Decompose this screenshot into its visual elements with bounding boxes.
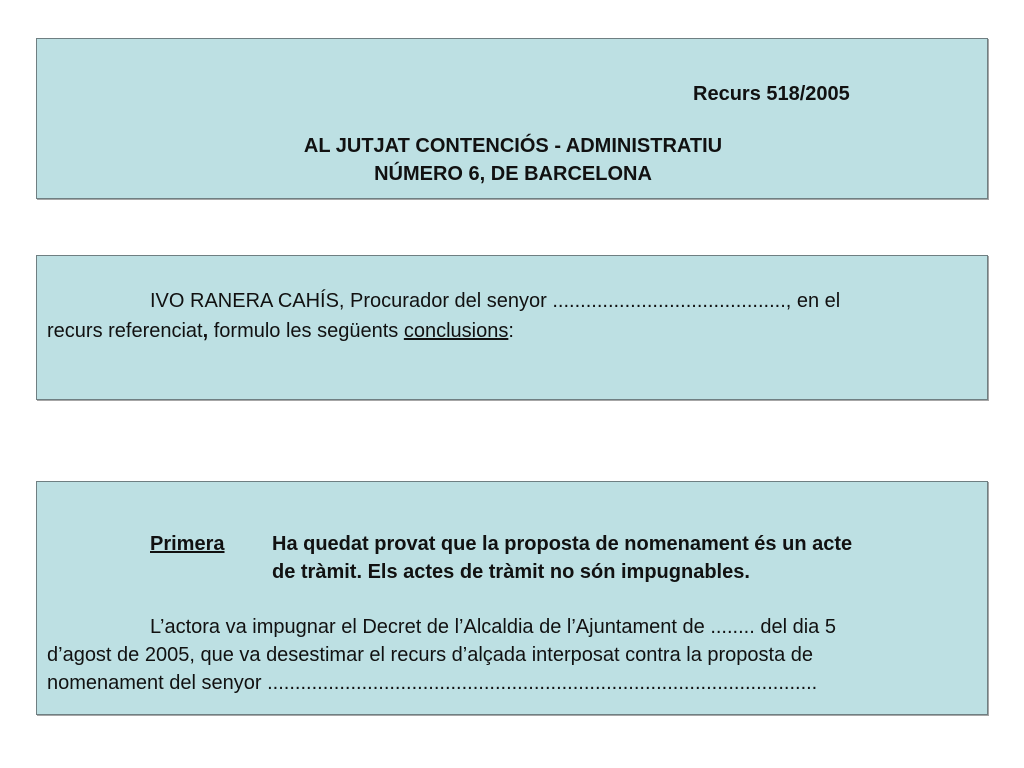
conclusion-box xyxy=(36,481,988,715)
intro-line2 xyxy=(47,318,514,344)
conclusion-paragraph-line1: L’actora va impugnar el Decret de l’Alcaldia de l’Ajuntament de ........ del dia 5 xyxy=(150,616,836,638)
header-box xyxy=(36,38,988,199)
conclusion-paragraph-line2: d’agost de 2005, que va desestimar el recurs d’alçada interposat contra la proposta de xyxy=(47,644,814,666)
conclusion-paragraph-line3: nomenament del senyor ................................................................................................... xyxy=(47,672,818,694)
intro-line2-comma: , xyxy=(202,320,209,342)
court-name-line2: NÚMERO 6, DE BARCELONA xyxy=(374,163,652,185)
conclusion-label: Primera xyxy=(150,533,225,555)
court-name-line1: AL JUTJAT CONTENCIÓS - ADMINISTRATIU xyxy=(303,135,723,157)
conclusion-heading-line1: Ha quedat provat que la proposta de nomenament és un acte xyxy=(272,533,853,555)
case-number: Recurs 518/2005 xyxy=(693,83,850,105)
conclusion-heading-line2: de tràmit. Els actes de tràmit no són impugnables. xyxy=(272,561,750,583)
intro-line2-prefix: recurs referenciat xyxy=(47,320,203,342)
intro-line2-middle: formulo les següents xyxy=(208,320,404,342)
intro-box xyxy=(36,255,988,400)
intro-line2-suffix: : xyxy=(508,320,514,342)
intro-line1: IVO RANERA CAHÍS, Procurador del senyor .........................................., en el xyxy=(150,290,841,312)
conclusions-underlined: conclusions xyxy=(403,320,509,342)
